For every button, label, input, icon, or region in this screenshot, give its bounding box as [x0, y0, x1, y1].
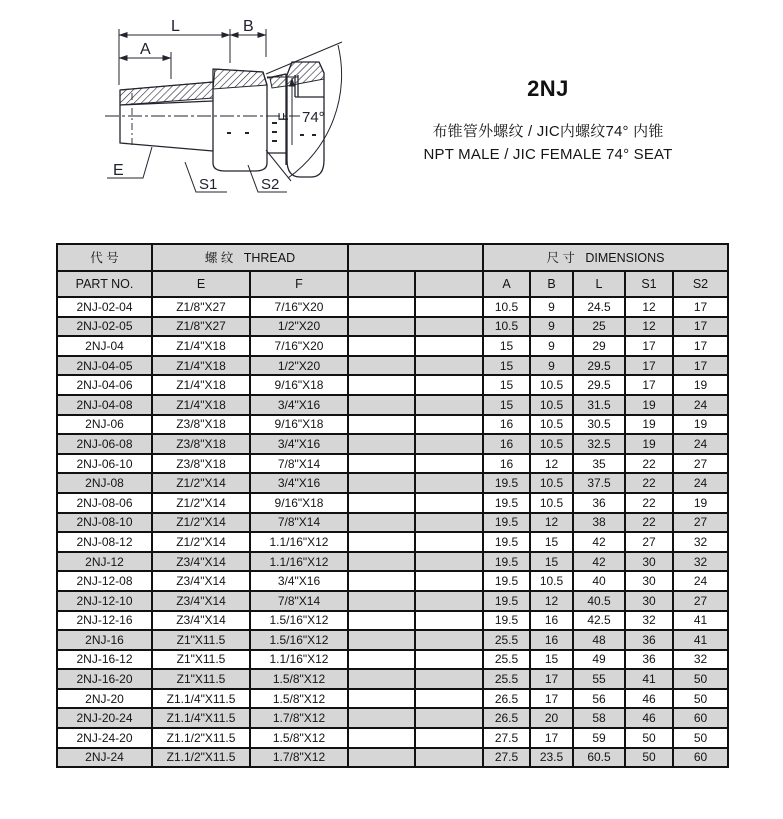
cell-blank — [415, 611, 483, 631]
cell-thread-e: Z1"X11.5 — [152, 630, 250, 650]
cell-thread-f: 1.5/16"X12 — [250, 630, 348, 650]
cell-dim-s2: 24 — [673, 395, 728, 415]
cell-thread-f: 7/8"X14 — [250, 591, 348, 611]
header-part-no: PART NO. — [57, 271, 152, 298]
cell-dim-l: 56 — [573, 689, 625, 709]
cell-dim-a: 16 — [483, 434, 530, 454]
cell-thread-f: 7/8"X14 — [250, 454, 348, 474]
table-row — [57, 493, 728, 513]
cell-blank — [415, 375, 483, 395]
cell-thread-f: 7/16"X20 — [250, 336, 348, 356]
cell-dim-s1: 22 — [625, 473, 673, 493]
cell-dim-b: 16 — [530, 630, 573, 650]
cell-dim-b: 17 — [530, 669, 573, 689]
cell-thread-f: 1.1/16"X12 — [250, 650, 348, 670]
cell-dim-s1: 19 — [625, 395, 673, 415]
table-row — [57, 748, 728, 768]
cell-part-no: 2NJ-04-05 — [57, 356, 152, 376]
cell-thread-e: Z1/4"X18 — [152, 375, 250, 395]
cell-thread-e: Z3/4"X14 — [152, 552, 250, 572]
dim-l-label: L — [171, 18, 180, 35]
header-blank-group — [348, 244, 483, 271]
cell-dim-s2: 24 — [673, 473, 728, 493]
cell-thread-f: 9/16"X18 — [250, 493, 348, 513]
cell-blank — [415, 571, 483, 591]
cell-blank — [415, 650, 483, 670]
header-part-no-cn: 代 号 — [57, 244, 152, 271]
cell-blank — [415, 356, 483, 376]
cell-dim-s1: 22 — [625, 513, 673, 533]
cell-blank — [415, 748, 483, 768]
cell-dim-s2: 27 — [673, 454, 728, 474]
cell-dim-b: 15 — [530, 650, 573, 670]
cell-thread-f: 1.5/8"X12 — [250, 689, 348, 709]
cell-dim-s2: 19 — [673, 415, 728, 435]
cell-dim-s2: 17 — [673, 317, 728, 337]
cell-dim-s2: 27 — [673, 513, 728, 533]
cell-thread-e: Z1/2"X14 — [152, 493, 250, 513]
cell-part-no: 2NJ-12-08 — [57, 571, 152, 591]
cell-dim-b: 10.5 — [530, 493, 573, 513]
cell-dim-b: 9 — [530, 336, 573, 356]
cell-thread-f: 9/16"X18 — [250, 415, 348, 435]
cell-dim-l: 49 — [573, 650, 625, 670]
table-row — [57, 454, 728, 474]
table-row — [57, 728, 728, 748]
dim-f-label: F — [275, 112, 291, 121]
cell-dim-a: 19.5 — [483, 591, 530, 611]
cell-blank — [415, 297, 483, 317]
cell-part-no: 2NJ-08-10 — [57, 513, 152, 533]
cell-blank — [348, 336, 415, 356]
cell-dim-s2: 41 — [673, 630, 728, 650]
cell-blank — [415, 630, 483, 650]
cell-blank — [415, 317, 483, 337]
cell-thread-e: Z1.1/2"X11.5 — [152, 748, 250, 768]
cell-blank — [348, 591, 415, 611]
cell-blank — [348, 611, 415, 631]
header-col-a: A — [483, 271, 530, 298]
header-blank-1 — [348, 271, 415, 298]
cell-dim-s2: 24 — [673, 434, 728, 454]
cell-thread-e: Z1/8"X27 — [152, 297, 250, 317]
cell-blank — [348, 748, 415, 768]
cell-part-no: 2NJ-04 — [57, 336, 152, 356]
cell-thread-f: 3/4"X16 — [250, 473, 348, 493]
cell-thread-e: Z1.1/4"X11.5 — [152, 708, 250, 728]
cell-blank — [348, 552, 415, 572]
cell-dim-b: 10.5 — [530, 434, 573, 454]
cell-dim-s1: 27 — [625, 532, 673, 552]
cell-thread-e: Z1.1/2"X11.5 — [152, 728, 250, 748]
cell-dim-s1: 50 — [625, 748, 673, 768]
table-row — [57, 669, 728, 689]
table-row — [57, 336, 728, 356]
cell-blank — [415, 591, 483, 611]
cell-thread-f: 1/2"X20 — [250, 356, 348, 376]
cell-thread-e: Z1.1/4"X11.5 — [152, 689, 250, 709]
cell-dim-a: 16 — [483, 454, 530, 474]
cell-thread-f: 1.5/8"X12 — [250, 669, 348, 689]
cell-dim-s2: 17 — [673, 336, 728, 356]
cell-dim-a: 15 — [483, 375, 530, 395]
cell-blank — [348, 415, 415, 435]
cell-thread-e: Z1/4"X18 — [152, 395, 250, 415]
cell-dim-l: 24.5 — [573, 297, 625, 317]
cell-dim-b: 10.5 — [530, 473, 573, 493]
header-col-s1: S1 — [625, 271, 673, 298]
cell-dim-s2: 17 — [673, 356, 728, 376]
cell-blank — [415, 336, 483, 356]
cell-dim-l: 59 — [573, 728, 625, 748]
header-col-e: E — [152, 271, 250, 298]
table-row — [57, 650, 728, 670]
dimensions-table — [56, 243, 729, 768]
cell-dim-s2: 19 — [673, 375, 728, 395]
cell-dim-l: 40.5 — [573, 591, 625, 611]
table-row — [57, 473, 728, 493]
header-row-columns — [57, 271, 728, 298]
dim-s2-label: S2 — [261, 176, 280, 193]
cell-dim-b: 12 — [530, 591, 573, 611]
cell-blank — [348, 513, 415, 533]
cell-dim-a: 10.5 — [483, 317, 530, 337]
dim-s1-label: S1 — [199, 176, 218, 193]
cell-dim-b: 9 — [530, 317, 573, 337]
fitting-section-drawing — [55, 5, 355, 220]
cell-part-no: 2NJ-02-05 — [57, 317, 152, 337]
cell-part-no: 2NJ-24-20 — [57, 728, 152, 748]
cell-thread-e: Z1/4"X18 — [152, 356, 250, 376]
cell-dim-b: 10.5 — [530, 415, 573, 435]
cell-dim-b: 15 — [530, 532, 573, 552]
cell-dim-l: 25 — [573, 317, 625, 337]
header-col-f: F — [250, 271, 348, 298]
cell-blank — [348, 689, 415, 709]
cell-dim-l: 58 — [573, 708, 625, 728]
cell-dim-s1: 19 — [625, 434, 673, 454]
table-row — [57, 532, 728, 552]
cell-dim-a: 19.5 — [483, 493, 530, 513]
section-hatching — [120, 62, 324, 105]
cell-blank — [348, 473, 415, 493]
cell-dim-s1: 41 — [625, 669, 673, 689]
cell-blank — [415, 513, 483, 533]
cell-dim-a: 27.5 — [483, 728, 530, 748]
cell-blank — [415, 473, 483, 493]
cell-dim-s1: 30 — [625, 571, 673, 591]
cell-blank — [348, 630, 415, 650]
dim-a-label: A — [140, 41, 151, 58]
cell-dim-l: 35 — [573, 454, 625, 474]
cell-thread-e: Z3/4"X14 — [152, 591, 250, 611]
cell-dim-s1: 46 — [625, 689, 673, 709]
cell-dim-s2: 50 — [673, 728, 728, 748]
cell-thread-e: Z3/4"X14 — [152, 571, 250, 591]
cell-dim-s1: 36 — [625, 650, 673, 670]
table-row — [57, 375, 728, 395]
cell-blank — [348, 532, 415, 552]
cell-dim-l: 42.5 — [573, 611, 625, 631]
cell-thread-e: Z3/8"X18 — [152, 454, 250, 474]
cell-dim-b: 23.5 — [530, 748, 573, 768]
table-row — [57, 708, 728, 728]
cell-dim-s2: 19 — [673, 493, 728, 513]
cell-thread-f: 7/16"X20 — [250, 297, 348, 317]
cell-thread-f: 1.5/8"X12 — [250, 728, 348, 748]
cell-dim-b: 20 — [530, 708, 573, 728]
table-body — [57, 297, 728, 767]
cell-blank — [348, 395, 415, 415]
cell-blank — [415, 493, 483, 513]
cell-blank — [348, 650, 415, 670]
cell-dim-a: 25.5 — [483, 630, 530, 650]
cell-dim-s2: 60 — [673, 708, 728, 728]
page-title: 2NJ — [527, 76, 569, 101]
cell-dim-s1: 22 — [625, 493, 673, 513]
cell-blank — [415, 454, 483, 474]
cell-dim-l: 36 — [573, 493, 625, 513]
dim-e-label: E — [113, 162, 124, 179]
cell-part-no: 2NJ-06 — [57, 415, 152, 435]
cell-dim-l: 29 — [573, 336, 625, 356]
cell-dim-s2: 41 — [673, 611, 728, 631]
cell-part-no: 2NJ-06-08 — [57, 434, 152, 454]
table-row — [57, 297, 728, 317]
cell-thread-f: 1.7/8"X12 — [250, 708, 348, 728]
cell-part-no: 2NJ-08-12 — [57, 532, 152, 552]
cell-thread-e: Z1/4"X18 — [152, 336, 250, 356]
cell-thread-e: Z1"X11.5 — [152, 650, 250, 670]
cell-dim-a: 25.5 — [483, 650, 530, 670]
cell-part-no: 2NJ-16-20 — [57, 669, 152, 689]
table-row — [57, 552, 728, 572]
cell-thread-f: 9/16"X18 — [250, 375, 348, 395]
cell-dim-a: 15 — [483, 336, 530, 356]
cell-dim-l: 38 — [573, 513, 625, 533]
cell-part-no: 2NJ-20 — [57, 689, 152, 709]
cell-dim-b: 12 — [530, 454, 573, 474]
subtitle-chinese: 布锥管外螺纹 / JIC内螺纹74° 内锥 — [432, 123, 664, 140]
cell-dim-s2: 50 — [673, 669, 728, 689]
table-row — [57, 434, 728, 454]
title-block — [398, 76, 698, 166]
cell-dim-s1: 46 — [625, 708, 673, 728]
cell-dim-b: 17 — [530, 689, 573, 709]
cell-blank — [415, 532, 483, 552]
cell-dim-s2: 27 — [673, 591, 728, 611]
cell-blank — [348, 375, 415, 395]
cell-dim-s2: 32 — [673, 650, 728, 670]
table-row — [57, 356, 728, 376]
header-blank-2 — [415, 271, 483, 298]
cell-dim-l: 48 — [573, 630, 625, 650]
cell-blank — [348, 728, 415, 748]
cell-blank — [348, 669, 415, 689]
cell-part-no: 2NJ-08 — [57, 473, 152, 493]
cell-thread-e: Z1/2"X14 — [152, 473, 250, 493]
cell-dim-b: 15 — [530, 552, 573, 572]
cell-part-no: 2NJ-08-06 — [57, 493, 152, 513]
cell-dim-s1: 12 — [625, 297, 673, 317]
cell-thread-f: 1.1/16"X12 — [250, 532, 348, 552]
cell-dim-a: 27.5 — [483, 748, 530, 768]
table-row — [57, 611, 728, 631]
cell-dim-s1: 17 — [625, 336, 673, 356]
cell-dim-a: 25.5 — [483, 669, 530, 689]
table-row — [57, 513, 728, 533]
cell-part-no: 2NJ-04-08 — [57, 395, 152, 415]
cell-blank — [415, 415, 483, 435]
cell-blank — [415, 689, 483, 709]
angle-label: 74° — [302, 109, 325, 126]
table-row — [57, 415, 728, 435]
cell-dim-l: 55 — [573, 669, 625, 689]
cell-dim-s2: 50 — [673, 689, 728, 709]
cell-thread-f: 1.7/8"X12 — [250, 748, 348, 768]
cell-dim-s1: 32 — [625, 611, 673, 631]
cell-thread-f: 3/4"X16 — [250, 395, 348, 415]
table-row — [57, 591, 728, 611]
cell-dim-b: 9 — [530, 356, 573, 376]
cell-thread-e: Z1/2"X14 — [152, 532, 250, 552]
cell-part-no: 2NJ-02-04 — [57, 297, 152, 317]
cell-blank — [415, 552, 483, 572]
cell-dim-s1: 17 — [625, 356, 673, 376]
cell-dim-l: 32.5 — [573, 434, 625, 454]
table-row — [57, 689, 728, 709]
cell-blank — [415, 669, 483, 689]
cell-dim-l: 42 — [573, 532, 625, 552]
cell-thread-f: 7/8"X14 — [250, 513, 348, 533]
cell-blank — [348, 356, 415, 376]
cell-dim-s1: 30 — [625, 552, 673, 572]
cell-thread-f: 3/4"X16 — [250, 571, 348, 591]
cell-thread-f: 1/2"X20 — [250, 317, 348, 337]
cell-dim-s1: 12 — [625, 317, 673, 337]
cell-thread-e: Z3/8"X18 — [152, 415, 250, 435]
table-row — [57, 317, 728, 337]
header-col-b: B — [530, 271, 573, 298]
cell-dim-s1: 19 — [625, 415, 673, 435]
cell-dim-s2: 17 — [673, 297, 728, 317]
cell-dim-b: 9 — [530, 297, 573, 317]
cell-dim-a: 19.5 — [483, 552, 530, 572]
cell-blank — [348, 317, 415, 337]
cell-dim-s2: 32 — [673, 552, 728, 572]
cell-thread-e: Z3/8"X18 — [152, 434, 250, 454]
cell-dim-b: 10.5 — [530, 571, 573, 591]
table-row — [57, 571, 728, 591]
cell-dim-a: 26.5 — [483, 708, 530, 728]
cell-thread-e: Z1"X11.5 — [152, 669, 250, 689]
cell-dim-a: 26.5 — [483, 689, 530, 709]
dim-b-label: B — [243, 18, 254, 35]
cell-blank — [348, 434, 415, 454]
cell-thread-e: Z3/4"X14 — [152, 611, 250, 631]
cell-dim-b: 10.5 — [530, 375, 573, 395]
cell-dim-a: 19.5 — [483, 513, 530, 533]
cell-blank — [348, 454, 415, 474]
cell-dim-s2: 32 — [673, 532, 728, 552]
cell-part-no: 2NJ-16 — [57, 630, 152, 650]
table-row — [57, 395, 728, 415]
cell-dim-b: 12 — [530, 513, 573, 533]
cell-blank — [415, 434, 483, 454]
cell-dim-s1: 50 — [625, 728, 673, 748]
cell-thread-e: Z1/2"X14 — [152, 513, 250, 533]
cell-dim-s1: 30 — [625, 591, 673, 611]
cell-dim-b: 10.5 — [530, 395, 573, 415]
cell-dim-a: 10.5 — [483, 297, 530, 317]
cell-dim-s1: 22 — [625, 454, 673, 474]
cell-blank — [348, 571, 415, 591]
cell-dim-s2: 24 — [673, 571, 728, 591]
cell-part-no: 2NJ-24 — [57, 748, 152, 768]
cell-dim-l: 42 — [573, 552, 625, 572]
cell-dim-l: 40 — [573, 571, 625, 591]
cell-thread-f: 1.5/16"X12 — [250, 611, 348, 631]
cell-dim-l: 37.5 — [573, 473, 625, 493]
cell-blank — [415, 708, 483, 728]
cell-part-no: 2NJ-12-16 — [57, 611, 152, 631]
cell-blank — [415, 728, 483, 748]
header-col-l: L — [573, 271, 625, 298]
cell-part-no: 2NJ-06-10 — [57, 454, 152, 474]
cell-dim-l: 60.5 — [573, 748, 625, 768]
cell-dim-l: 29.5 — [573, 375, 625, 395]
cell-dim-a: 19.5 — [483, 571, 530, 591]
cell-thread-f: 3/4"X16 — [250, 434, 348, 454]
cell-part-no: 2NJ-12 — [57, 552, 152, 572]
cell-thread-f: 1.1/16"X12 — [250, 552, 348, 572]
cell-part-no: 2NJ-12-10 — [57, 591, 152, 611]
cell-blank — [348, 297, 415, 317]
cell-dim-b: 17 — [530, 728, 573, 748]
cell-dim-l: 29.5 — [573, 356, 625, 376]
cell-dim-a: 19.5 — [483, 611, 530, 631]
cell-dim-a: 19.5 — [483, 473, 530, 493]
cell-blank — [415, 395, 483, 415]
cell-dim-a: 16 — [483, 415, 530, 435]
cell-blank — [348, 493, 415, 513]
header-col-s2: S2 — [673, 271, 728, 298]
subtitle-english: NPT MALE / JIC FEMALE 74° SEAT — [423, 146, 673, 163]
cell-part-no: 2NJ-04-06 — [57, 375, 152, 395]
cell-blank — [348, 708, 415, 728]
table-row — [57, 630, 728, 650]
cell-dim-l: 31.5 — [573, 395, 625, 415]
cell-dim-b: 16 — [530, 611, 573, 631]
cell-dim-s2: 60 — [673, 748, 728, 768]
cell-dim-s1: 17 — [625, 375, 673, 395]
header-dimensions-group: 尺 寸 DIMENSIONS — [483, 244, 728, 271]
cell-dim-a: 15 — [483, 395, 530, 415]
header-row-groups — [57, 244, 728, 271]
cell-part-no: 2NJ-16-12 — [57, 650, 152, 670]
cell-dim-l: 30.5 — [573, 415, 625, 435]
cell-dim-a: 15 — [483, 356, 530, 376]
cell-dim-a: 19.5 — [483, 532, 530, 552]
header-thread-group: 螺 纹 THREAD — [152, 244, 348, 271]
cell-part-no: 2NJ-20-24 — [57, 708, 152, 728]
cell-thread-e: Z1/8"X27 — [152, 317, 250, 337]
cell-dim-s1: 36 — [625, 630, 673, 650]
